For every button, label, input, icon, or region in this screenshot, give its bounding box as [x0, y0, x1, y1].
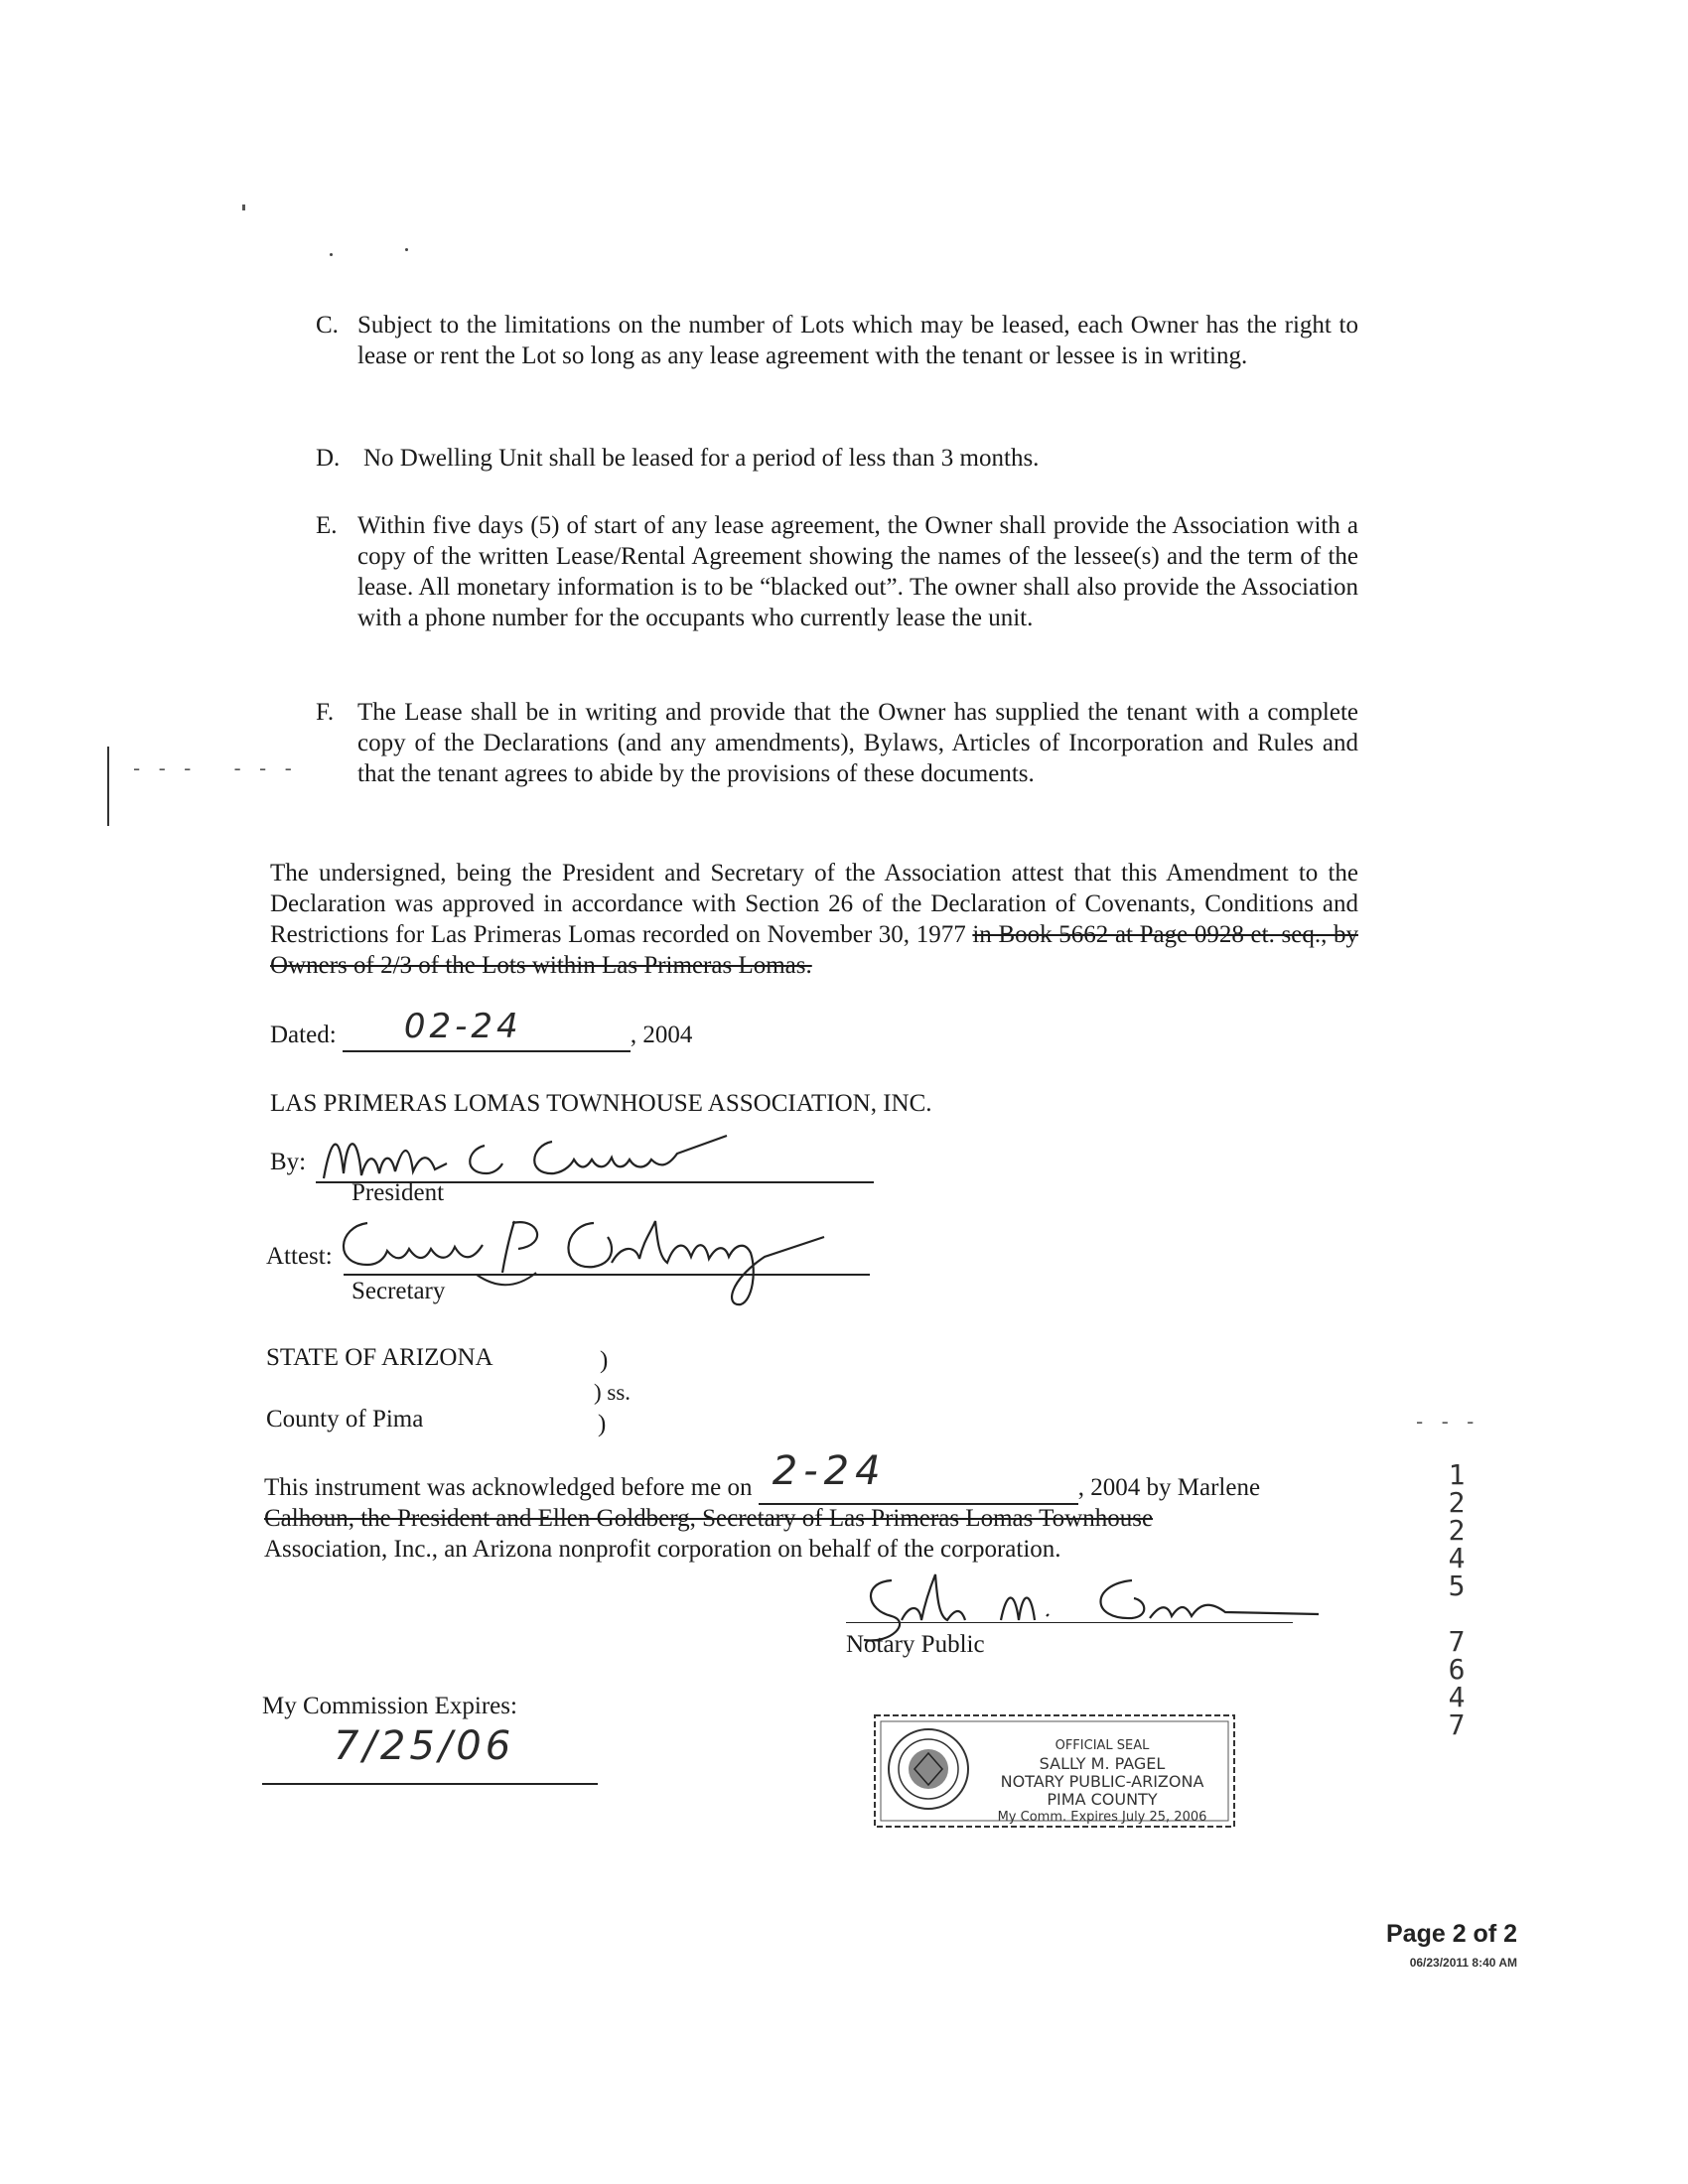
seal-text: [983, 1737, 1221, 1827]
seal-line: SALLY M. PAGEL: [1039, 1754, 1166, 1773]
item-c: [316, 310, 1358, 371]
seal-line: PIMA COUNTY: [1047, 1790, 1158, 1809]
attest-main-text: The undersigned, being the President and Secretary of the Association attest that this Amendment to the Declaration was approved in accordance with Section 26 of the Declaration of Covenants, Conditions and Restrictions for Las Primeras Lomas recorded on November 30, 1977: [270, 860, 1358, 948]
seal-line: OFFICIAL SEAL: [1055, 1738, 1150, 1753]
scan-speck: [405, 248, 408, 251]
dated-year: , 2004: [630, 1022, 693, 1048]
attest-label: Attest:: [266, 1243, 333, 1270]
secretary-title: Secretary: [352, 1278, 446, 1304]
venue-ss: ) ss.: [594, 1380, 632, 1405]
dated-blank: [343, 1007, 631, 1052]
acknowledgment-date: 2-24: [772, 1448, 887, 1494]
scan-speck: [242, 205, 245, 210]
recording-digit: 2: [1448, 1514, 1466, 1547]
item-letter: D.: [316, 445, 341, 472]
notary-seal: [869, 1707, 1241, 1837]
venue-state: STATE OF ARIZONA: [266, 1344, 493, 1371]
item-letter: E.: [316, 512, 338, 539]
acknowledgment-line-1: [264, 1448, 1261, 1505]
venue-paren-top: ): [600, 1347, 609, 1374]
dated-value: 02-24: [403, 1007, 522, 1046]
association-name: LAS PRIMERAS LOMAS TOWNHOUSE ASSOCIATION, INC.: [270, 1090, 932, 1117]
item-text: No Dwelling Unit shall be leased for a period of less than 3 months.: [363, 445, 1040, 472]
item-text: The Lease shall be in writing and provide that the Owner has supplied the tenant with a complete copy of the Declarations (and any amendments), Bylaws, Articles of Incorporation and Rules and that the tenant agrees to abide by the provisions of these documents.: [357, 699, 1358, 787]
recording-digit: 1: [1448, 1458, 1466, 1491]
acknowledgment-line-3: Association, Inc., an Arizona nonprofit corporation on behalf of the corporation.: [264, 1536, 1061, 1563]
venue-county: County of Pima: [266, 1406, 424, 1433]
commission-label: My Commission Expires:: [262, 1693, 517, 1719]
recording-number: [1442, 1458, 1472, 1741]
recording-digit: 4: [1448, 1681, 1466, 1713]
item-f: [316, 697, 1358, 789]
item-e: [316, 510, 1358, 633]
margin-dashes-right: - - -: [1416, 1410, 1480, 1433]
attest-paragraph: [270, 858, 1358, 981]
item-d: [316, 443, 1358, 474]
page-number: Page 2 of 2: [1386, 1920, 1517, 1948]
seal-line: NOTARY PUBLIC-ARIZONA: [1000, 1772, 1204, 1791]
item-letter: F.: [316, 699, 335, 726]
acknowledgment-date-blank: [759, 1448, 1078, 1505]
attest-struck-text: in Book 5662 at Page 0928 et. seq., by Owners of 2/3 of the Lots within Las Primeras Lomas.: [270, 921, 1358, 979]
recording-digit: 6: [1448, 1653, 1466, 1686]
commission-line: [262, 1783, 598, 1785]
by-label: By:: [270, 1149, 307, 1175]
notary-signature-line: [846, 1622, 1293, 1623]
dated-line: [270, 1007, 693, 1052]
seal-line: My Comm. Expires July 25, 2006: [997, 1810, 1207, 1825]
recording-digit: 4: [1448, 1542, 1466, 1574]
acknowledgment-line-2: Calhoun, the President and Ellen Goldberg, Secretary of Las Primeras Lomas Townhouse: [264, 1505, 1154, 1532]
recording-digit: 7: [1448, 1625, 1466, 1658]
item-text: Subject to the limitations on the number of Lots which may be leased, each Owner has the right to lease or rent the Lot so long as any lease agreement with the tenant or lessee is in writing.: [357, 312, 1358, 369]
recording-digit: 2: [1448, 1486, 1466, 1519]
printed-timestamp: 06/23/2011 8:40 AM: [1409, 1956, 1517, 1970]
recording-digit: 7: [1448, 1708, 1466, 1741]
margin-dashes: - - - - - -: [133, 756, 298, 780]
recording-digit: 5: [1448, 1570, 1466, 1602]
dated-label: Dated:: [270, 1022, 337, 1048]
venue-paren-bottom: ): [598, 1411, 607, 1437]
acknowledgment-lead: This instrument was acknowledged before me on: [264, 1474, 753, 1501]
item-text: Within five days (5) of start of any lease agreement, the Owner shall provide the Association with a copy of the written Lease/Rental Agreement showing the names of the lessee(s) and the term of the lease. All monetary information is to be “blacked out”. The owner shall also provide the Association with a phone number for the occupants who currently lease the unit.: [357, 512, 1358, 631]
notary-title: Notary Public: [846, 1631, 985, 1658]
president-title: President: [352, 1179, 445, 1206]
commission-date: 7/25/06: [334, 1723, 515, 1769]
margin-bar: [107, 747, 109, 826]
acknowledgment-after-date: , 2004 by Marlene: [1077, 1474, 1261, 1501]
scan-speck: [330, 253, 333, 256]
item-letter: C.: [316, 312, 339, 339]
